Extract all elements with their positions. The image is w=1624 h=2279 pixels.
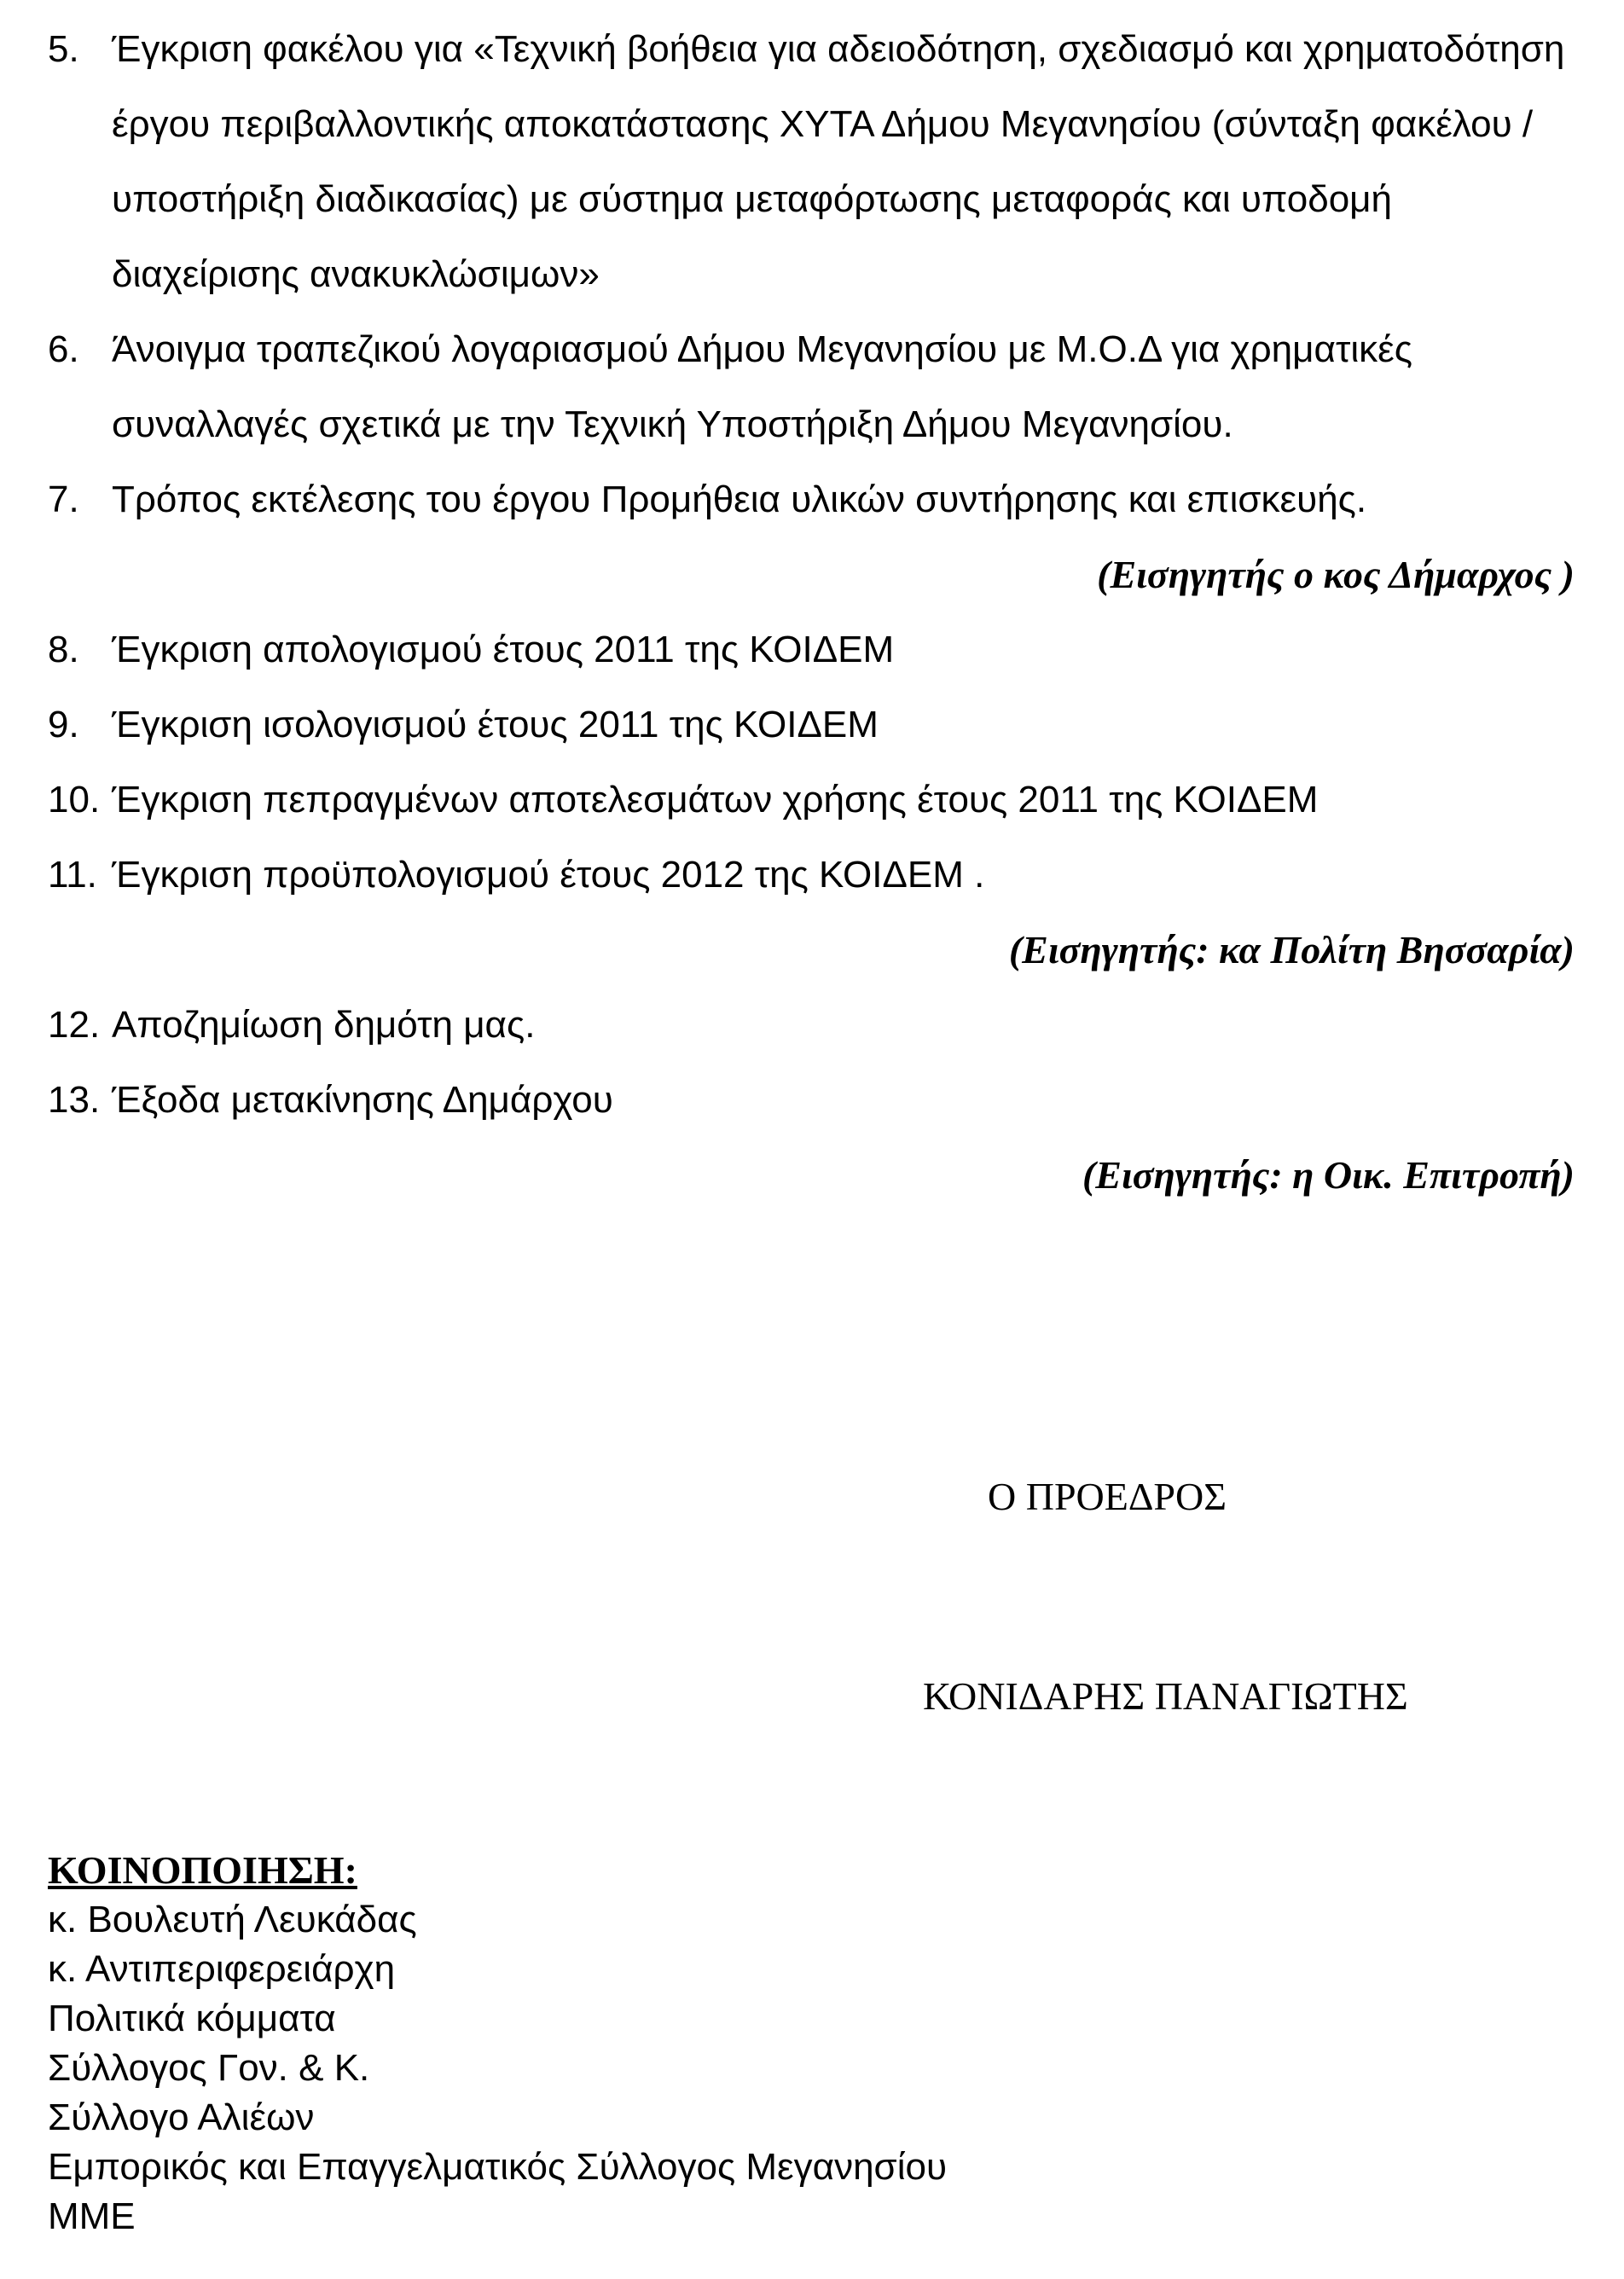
agenda-item-7	[48, 462, 1575, 537]
agenda-item-13	[48, 1063, 1575, 1138]
notification-recipient: κ. Αντιπεριφερειάρχη	[48, 1948, 396, 1990]
agenda-item-text: Έγκριση απολογισμού έτους 2011 της ΚΟΙΔΕΜ	[112, 629, 895, 670]
agenda-item-number: 10.	[48, 779, 101, 821]
notification-recipient: Σύλλογο Αλιέων	[48, 2096, 315, 2138]
notification-recipient: Πολιτικά κόμματα	[48, 1998, 336, 2039]
agenda-item-number: 8.	[48, 629, 79, 670]
agenda-item-number: 7.	[48, 478, 79, 520]
notification-recipient: Σύλλογος Γον. & Κ.	[48, 2047, 370, 2089]
agenda-item-number: 11.	[48, 854, 97, 896]
signature-title: Ο ΠΡΟΕΔΡΟΣ	[988, 1475, 1227, 1518]
rapporteur-vissaria: (Εισηγητής: κα Πολίτη Βησσαρία)	[1008, 928, 1575, 971]
agenda-list	[48, 12, 1575, 1213]
agenda-item-text: Αποζημίωση δημότη μας.	[112, 1004, 536, 1046]
agenda-item-5	[48, 12, 1575, 312]
agenda-item-number: 13.	[48, 1079, 101, 1121]
notification-heading: ΚΟΙΝΟΠΟΙΗΣΗ:	[48, 1848, 357, 1892]
agenda-item-text: Έγκριση φακέλου για «Τεχνική βοήθεια για αδειοδότηση, σχεδιασμό και χρηματοδότηση έργου περιβαλλοντικής αποκατάστασης ΧΥΤΑ Δήμου Μεγανησίου (σύνταξη φακέλου / υποστήριξη διαδικασίας) με σύστημα μεταφόρτωσης μεταφοράς και υποδομή διαχείρισης ανακυκλώσιμων»	[112, 28, 1565, 295]
agenda-item-number: 5.	[48, 28, 79, 70]
notification-recipient: Εμπορικός και Επαγγελματικός Σύλλογος Μεγανησίου	[48, 2146, 948, 2188]
agenda-item-number: 12.	[48, 1004, 101, 1046]
signature-name: ΚΟΝΙΔΑΡΗΣ ΠΑΝΑΓΙΩΤΗΣ	[923, 1674, 1408, 1718]
agenda-item-11	[48, 838, 1575, 913]
agenda-item-number: 9.	[48, 704, 79, 745]
agenda-item-text: Έγκριση πεπραγμένων αποτελεσμάτων χρήσης έτους 2011 της ΚΟΙΔΕΜ	[112, 779, 1319, 821]
agenda-item-8	[48, 612, 1575, 687]
agenda-item-text: Άνοιγμα τραπεζικού λογαριασμού Δήμου Μεγανησίου με Μ.Ο.Δ για χρηματικές συναλλαγές σχετικά με την Τεχνική Υποστήριξη Δήμου Μεγανησίου.	[112, 328, 1412, 445]
agenda-item-6	[48, 312, 1575, 462]
agenda-item-text: Έγκριση προϋπολογισμού έτους 2012 της ΚΟΙΔΕΜ .	[112, 854, 985, 896]
agenda-item-text: Έξοδα μετακίνησης Δημάρχου	[112, 1079, 613, 1121]
rapporteur-committee: (Εισηγητής: η Οικ. Επιτροπή)	[1082, 1153, 1575, 1197]
agenda-item-text: Έγκριση ισολογισμού έτους 2011 της ΚΟΙΔΕΜ	[112, 704, 879, 745]
notification-block	[48, 1846, 947, 2241]
notification-recipient: ΜΜΕ	[48, 2195, 136, 2237]
agenda-item-9	[48, 687, 1575, 763]
agenda-item-12	[48, 988, 1575, 1063]
agenda-item-text: Τρόπος εκτέλεσης του έργου Προμήθεια υλικών συντήρησης και επισκευής.	[112, 478, 1367, 520]
agenda-item-number: 6.	[48, 328, 79, 370]
rapporteur-mayor: (Εισηγητής ο κος Δήμαρχος )	[1097, 553, 1575, 596]
agenda-item-10	[48, 763, 1575, 838]
notification-recipient: κ. Βουλευτή Λευκάδας	[48, 1899, 417, 1940]
